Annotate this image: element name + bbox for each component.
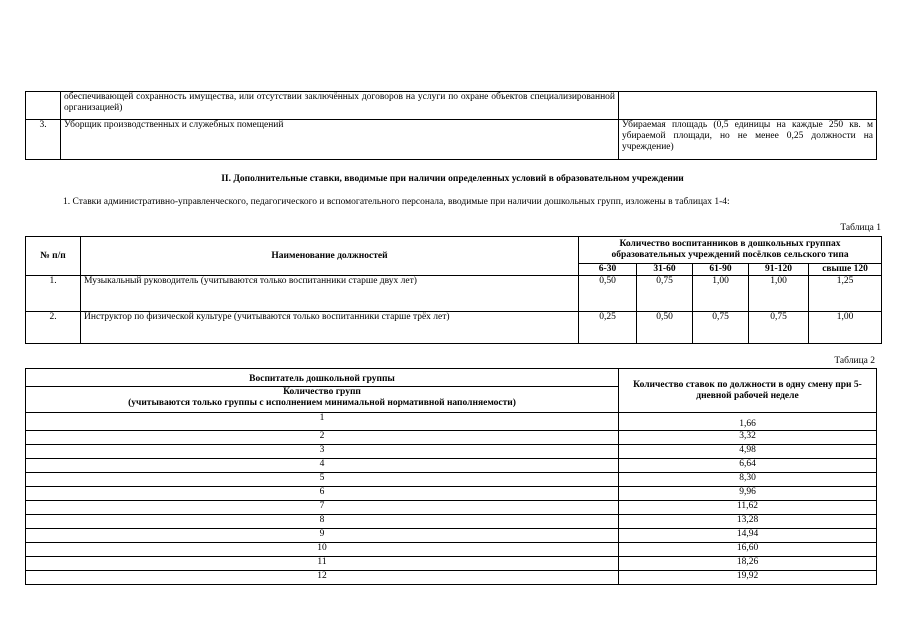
table-row bbox=[26, 473, 877, 487]
position-name: обеспечивающей сохранность имущества, или отсутствии заключённых договоров на услуги по охране объектов специализированной организацией) bbox=[61, 92, 619, 120]
position-note: Убираемая площадь (0,5 единицы на каждые 250 кв. м убираемой площади, но не менее 0,25 должности на учреждение) bbox=[619, 120, 877, 160]
table-row bbox=[26, 571, 877, 585]
col-header: 91-120 bbox=[749, 264, 809, 276]
row-number: 1. bbox=[26, 276, 81, 312]
rate-cell: 1,00 bbox=[749, 276, 809, 312]
header-number: № п/п bbox=[26, 237, 81, 276]
group-count: 12 bbox=[26, 571, 619, 585]
table-row bbox=[26, 92, 877, 120]
group-count: 2 bbox=[26, 431, 619, 445]
col-header: свыше 120 bbox=[809, 264, 882, 276]
table-row bbox=[26, 487, 877, 501]
rate-cell: 0,75 bbox=[693, 312, 749, 344]
rate-value: 13,28 bbox=[619, 515, 877, 529]
group-count: 5 bbox=[26, 473, 619, 487]
rate-value: 18,26 bbox=[619, 557, 877, 571]
rate-cell: 0,75 bbox=[749, 312, 809, 344]
col-header: 31-60 bbox=[637, 264, 693, 276]
table-row bbox=[26, 501, 877, 515]
header-group-count: Количество групп bbox=[283, 386, 361, 397]
table-row bbox=[26, 557, 877, 571]
col-header: 6-30 bbox=[579, 264, 637, 276]
table-header-row bbox=[26, 369, 877, 413]
rate-value: 3,32 bbox=[619, 431, 877, 445]
table-row bbox=[26, 312, 882, 344]
rate-value: 8,30 bbox=[619, 473, 877, 487]
rate-value: 14,94 bbox=[619, 529, 877, 543]
table-row bbox=[26, 276, 882, 312]
group-count: 3 bbox=[26, 445, 619, 459]
header-rates: Количество ставок по должности в одну смену при 5-дневной рабочей неделе bbox=[619, 369, 877, 413]
rate-value: 6,64 bbox=[619, 459, 877, 473]
table-row bbox=[26, 431, 877, 445]
position-name: Музыкальный руководитель (учитываются только воспитанники старше двух лет) bbox=[81, 276, 579, 312]
group-count: 8 bbox=[26, 515, 619, 529]
table2-caption: Таблица 2 bbox=[834, 356, 875, 366]
group-count: 7 bbox=[26, 501, 619, 515]
group-count: 4 bbox=[26, 459, 619, 473]
position-note bbox=[619, 92, 877, 120]
header-group-note: (учитываются только группы с исполнением минимальной нормативной наполняемости) bbox=[128, 397, 516, 408]
table-row bbox=[26, 445, 877, 459]
group-count: 10 bbox=[26, 543, 619, 557]
table-1 bbox=[25, 236, 882, 344]
rate-value: 19,92 bbox=[619, 571, 877, 585]
row-number: 3. bbox=[26, 120, 61, 160]
table-row bbox=[26, 413, 877, 431]
rate-value: 9,96 bbox=[619, 487, 877, 501]
section-title: II. Дополнительные ставки, вводимые при наличии определенных условий в образовательном учреждении bbox=[221, 174, 684, 184]
table-row bbox=[26, 515, 877, 529]
row-number bbox=[26, 92, 61, 120]
table1-caption: Таблица 1 bbox=[840, 223, 881, 233]
rate-cell: 1,00 bbox=[809, 312, 882, 344]
group-count: 11 bbox=[26, 557, 619, 571]
table-2 bbox=[25, 368, 877, 585]
row-number: 2. bbox=[26, 312, 81, 344]
rate-cell: 0,50 bbox=[579, 276, 637, 312]
header-group-count: Количество воспитанников в дошкольных группах образовательных учреждений посёлков сельского типа bbox=[579, 237, 882, 264]
table-row bbox=[26, 529, 877, 543]
rate-value: 16,60 bbox=[619, 543, 877, 557]
position-name: Инструктор по физической культуре (учитываются только воспитанники старше трёх лет) bbox=[81, 312, 579, 344]
table-row bbox=[26, 120, 877, 160]
rate-cell: 1,25 bbox=[809, 276, 882, 312]
group-count: 1 bbox=[26, 413, 619, 431]
position-name: Уборщик производственных и служебных помещений bbox=[61, 120, 619, 160]
table-row bbox=[26, 459, 877, 473]
header-groups bbox=[26, 369, 619, 413]
intro-paragraph: 1. Ставки административно-управленческого, педагогического и вспомогательного персонала, вводимые при наличии дошкольных групп, изложены в таблицах 1-4: bbox=[63, 197, 730, 207]
col-header: 61-90 bbox=[693, 264, 749, 276]
header-position: Наименование должностей bbox=[81, 237, 579, 276]
group-count: 6 bbox=[26, 487, 619, 501]
header-educator: Воспитатель дошкольной группы bbox=[26, 373, 618, 387]
rate-cell: 1,00 bbox=[693, 276, 749, 312]
group-count: 9 bbox=[26, 529, 619, 543]
table-header-row bbox=[26, 237, 882, 264]
table-row bbox=[26, 543, 877, 557]
rate-value: 4,98 bbox=[619, 445, 877, 459]
rate-value: 11,62 bbox=[619, 501, 877, 515]
rate-cell: 0,75 bbox=[637, 276, 693, 312]
staff-table-continued bbox=[25, 91, 877, 160]
rate-value: 1,66 bbox=[619, 413, 877, 431]
rate-cell: 0,50 bbox=[637, 312, 693, 344]
rate-cell: 0,25 bbox=[579, 312, 637, 344]
